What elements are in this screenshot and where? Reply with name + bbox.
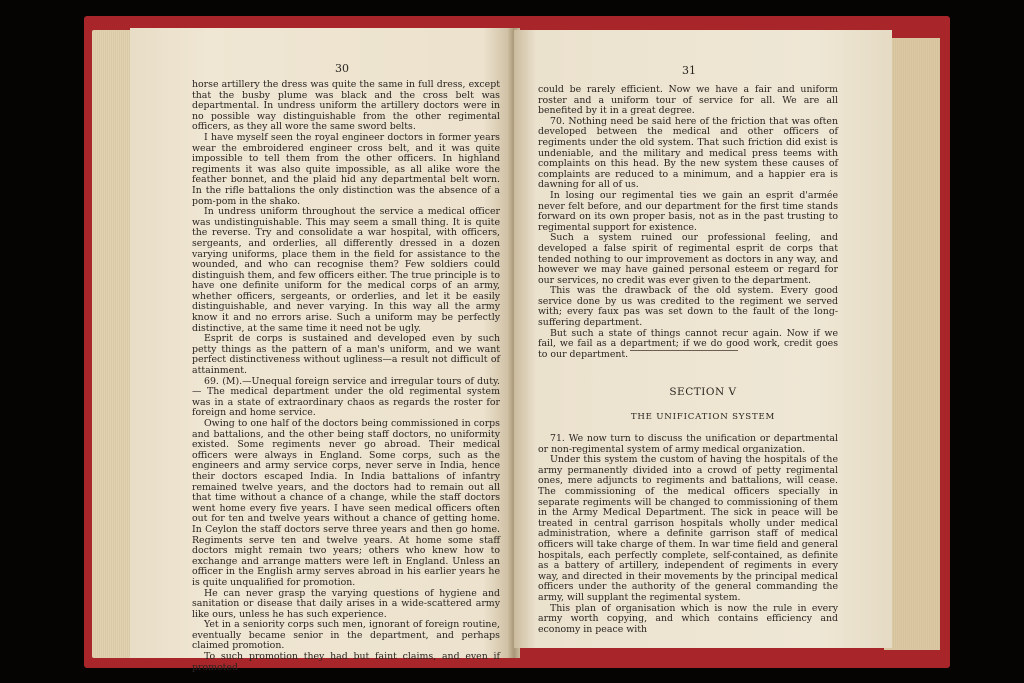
- paragraph: Yet in a seniority corps such men, ignorant of foreign routine, eventually became senior in the department, and perhaps claimed promotion.: [192, 619, 500, 652]
- paragraph: 70. Nothing need be said here of the friction that was often developed between the medical and other officers of regiments under the old system. That such friction did exist is undeniable, and the military and medical press teems with complaints on this head. By the new system these causes of complaints are reduced to a minimum, and a happier era is dawning for all of us.: [538, 115, 838, 191]
- paragraph: In losing our regimental ties we gain an esprit d'armée never felt before, and our department for the first time stands forward on its own proper basis, not as in the past trusting to regimental support for existence.: [538, 189, 838, 233]
- paragraph: In undress uniform throughout the service a medical officer was undistinguishable. This may seem a small thing. It is quite the reverse. Try and consolidate a war hospital, with officers, sergeants, and orderlies, all differently dressed in a dozen varying uniforms, place them in the field for assistance to the wounded, and who can recognise them? Few soldiers could distinguish them, and few officers either. The true principle is to have one definite uniform for the medical corps of an army, whether officers, sergeants, or orderlies, and let it be easily distinguishable, and never varying. In this way all the army know it and no errors arise. Such a uniform may be perfectly distinctive, at the same time it need not be ugly.: [192, 206, 500, 334]
- section-heading: SECTION V: [669, 386, 737, 398]
- paragraph: He can never grasp the varying questions of hygiene and sanitation or disease that daily arises in a wide-scattered army like ours, unless he has such experience.: [192, 587, 500, 620]
- paragraph: This plan of organisation which is now the rule in every army worth copying, and which contains efficiency and economy in peace with: [538, 602, 838, 635]
- paragraph: But such a state of things cannot recur again. Now if we fail, we fail as a department; if we do good work, credit goes to our department.: [538, 327, 838, 360]
- section-subheading: THE UNIFICATION SYSTEM: [630, 412, 776, 422]
- page-body: [538, 85, 838, 360]
- page-number: 31: [682, 64, 696, 77]
- paragraph: Under this system the custom of having the hospitals of the army permanently divided into a crowd of petty regimental ones, mere adjuncts to regiments and battalions, will cease. The commissioning of the medical officers specially in separate regiments will be changed to commissioning of them in the Army Medical Department. The sick in peace will be treated in central garrison hospitals wholly under medical administration, where a definite garrison staff of medical officers will take charge of them. In war time field and general hospitals, each perfectly complete, self-contained, as definite as a battery of artillery, independent of regiments in every way, and directed in their movements by the principal medical officers under the authority of the general commanding the army, will supplant the regimental system.: [538, 454, 838, 603]
- paragraph: Esprit de corps is sustained and developed even by such petty things as the pattern of a man's uniform, and we want perfect distinctiveness without ugliness—a result not difficult of attainment.: [192, 333, 500, 377]
- paragraph: I have myself seen the royal engineer doctors in former years wear the embroidered engineer cross belt, and it was quite impossible to tell them from the other officers. In highland regiments it was also quite impossible, as all alike wore the feather bonnet, and the plaid hid any departmental belt worn. In the rifle battalions the only distinction was the absence of a pom-pom in the shako.: [192, 131, 500, 207]
- right-page: [514, 30, 892, 648]
- section-divider: [630, 350, 738, 351]
- left-page: [130, 28, 514, 673]
- paragraph: 71. We now turn to discuss the unification or departmental or non-regimental system of army medical organization.: [538, 433, 838, 455]
- page-body: [192, 80, 500, 673]
- page-edges-right: [884, 38, 940, 650]
- paragraph: To such promotion they had but faint claims, and even if promoted: [192, 651, 500, 673]
- paragraph: This was the drawback of the old system. Every good service done by us was credited to the regiment we served with; every faux pas was set down to the fault of the long-suffering department.: [538, 285, 838, 329]
- paragraph: 69. (M).—Unequal foreign service and irregular tours of duty.— The medical department under the old regimental system was in a state of extraordinary chaos as regards the roster for foreign and home service.: [192, 375, 500, 419]
- paragraph: horse artillery the dress was quite the same in full dress, except that the busby plume was black and the cross belt was departmental. In undress uniform the artillery doctors were in no possible way distinguishable from the other regimental officers, as they all wore the same sword belts.: [192, 79, 500, 133]
- paragraph: Owing to one half of the doctors being commissioned in corps and battalions, and the other being staff doctors, no uniformity existed. Some regiments never go abroad. Their medical officers were always in England. Some corps, such as the engineers and army service corps, never serve in India, hence their doctors escaped India. In India battalions of infantry remained twelve years, and the doctors had to remain out all that time without a chance of a change, while the staff doctors went home every five years. I have seen medical officers often out for ten and twelve years without a chance of getting home. In Ceylon the staff doctors serve three years and then go home. Regiments serve ten and twelve years. At home some staff doctors might remain two years; others who knew how to exchange and arrange matters were left in England. Unless an officer in the English army serves abroad in his earlier years he is quite unqualified for promotion.: [192, 418, 500, 588]
- page-number: 30: [335, 62, 349, 75]
- paragraph: could be rarely efficient. Now we have a fair and uniform roster and a uniform tour of service for all. We are all benefited by it in a great degree.: [538, 84, 838, 117]
- paragraph: Such a system ruined our professional feeling, and developed a false spirit of regimental esprit de corps that tended nothing to our improvement as doctors in any way, and however we may have gained personal esteem or regard for our services, no credit was ever given to the department.: [538, 232, 838, 286]
- section-body: [538, 434, 838, 635]
